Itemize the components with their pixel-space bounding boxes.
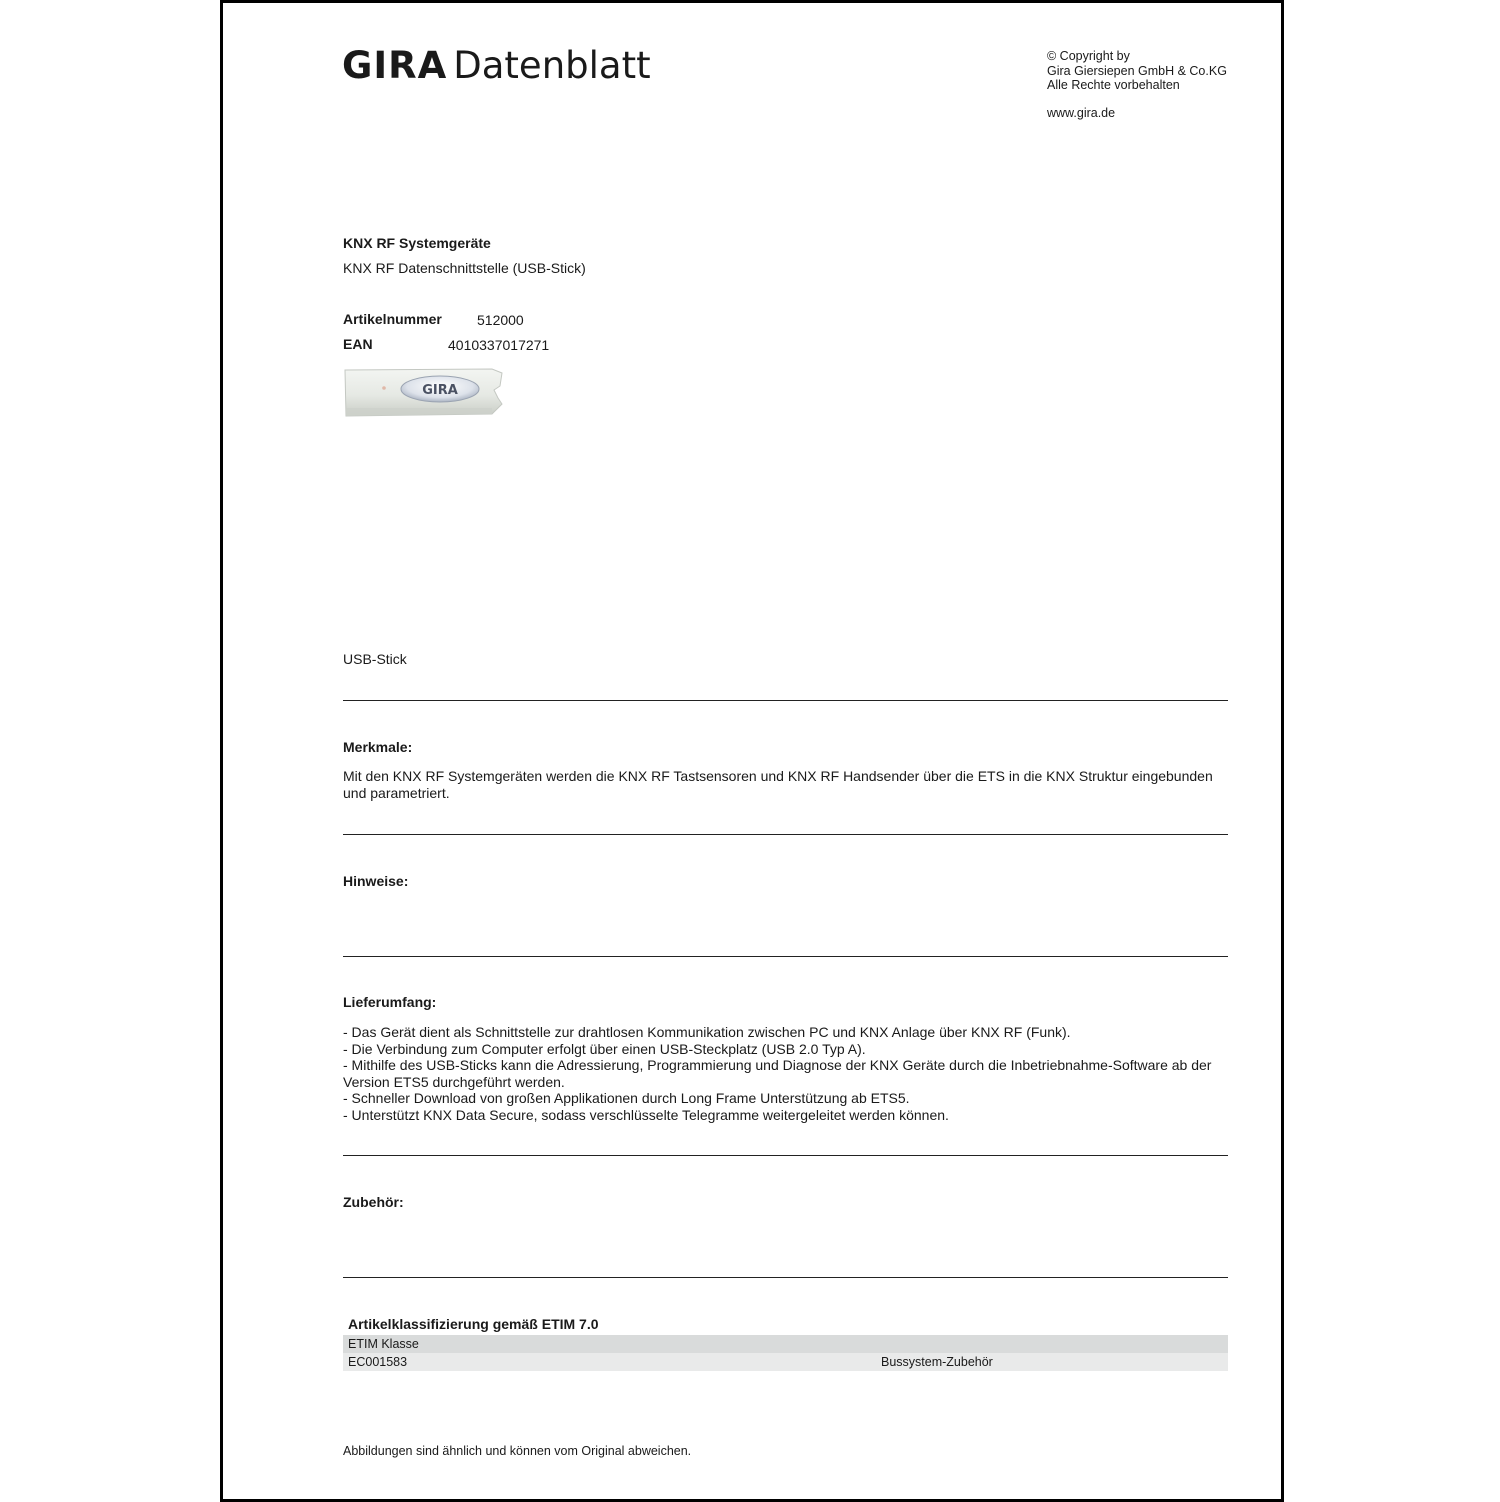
ean-label: EAN	[343, 336, 373, 352]
etim-class-name: Bussystem-Zubehör	[881, 1355, 993, 1369]
etim-header-row	[343, 1335, 1228, 1353]
usb-stick-image	[342, 364, 508, 420]
divider	[343, 700, 1228, 701]
divider	[343, 834, 1228, 835]
ean-value: 4010337017271	[448, 337, 550, 353]
list-item: - Unterstützt KNX Data Secure, sodass verschlüsselte Telegramme weitergeleitet werden können.	[343, 1106, 949, 1123]
product-category: KNX RF Systemgeräte	[343, 235, 491, 251]
disclaimer-note: Abbildungen sind ähnlich und können vom Original abweichen.	[343, 1444, 692, 1458]
list-item: - Das Gerät dient als Schnittstelle zur drahtlosen Kommunikation zwischen PC und KNX Anlage über KNX RF (Funk).	[343, 1024, 1071, 1040]
copyright-line: Alle Rechte vorbehalten	[1047, 78, 1180, 92]
gira-datenblatt-logo	[342, 44, 651, 90]
list-item: - Mithilfe des USB-Sticks kann die Adressierung, Programmierung und Diagnose der KNX Geräte durch die Inbetriebnahme-Software ab der	[343, 1057, 1212, 1073]
article-number-label: Artikelnummer	[343, 311, 442, 327]
usb-logo-text: GIRA	[422, 383, 458, 398]
lieferumfang-heading: Lieferumfang:	[343, 994, 437, 1010]
document-type: Datenblatt	[453, 44, 651, 87]
website-link[interactable]: www.gira.de	[1047, 106, 1116, 120]
hinweise-heading: Hinweise:	[343, 873, 409, 889]
divider	[343, 956, 1228, 957]
lieferumfang-list	[343, 1024, 1233, 1123]
divider	[343, 1155, 1228, 1156]
brand-name: GIRA	[342, 44, 448, 87]
article-number-value: 512000	[477, 312, 524, 328]
divider	[343, 1277, 1228, 1278]
product-name: KNX RF Datenschnittstelle (USB-Stick)	[343, 260, 586, 276]
etim-heading: Artikelklassifizierung gemäß ETIM 7.0	[348, 1316, 599, 1332]
etim-header-label: ETIM Klasse	[348, 1337, 419, 1351]
copyright-block	[1047, 49, 1227, 93]
copyright-line: Gira Giersiepen GmbH & Co.KG	[1047, 63, 1227, 78]
merkmale-text: Mit den KNX RF Systemgeräten werden die KNX RF Tastsensoren und KNX RF Handsender über die ETS in die KNX Struktur eingebunden und parametriert.	[343, 768, 1213, 801]
image-caption: USB-Stick	[343, 651, 407, 667]
table-row	[343, 1353, 1228, 1371]
list-item: - Die Verbindung zum Computer erfolgt über einen USB-Steckplatz (USB 2.0 Typ A).	[343, 1040, 866, 1057]
list-item: - Schneller Download von großen Applikationen durch Long Frame Unterstützung ab ETS5.	[343, 1090, 910, 1106]
etim-class-code: EC001583	[348, 1355, 408, 1369]
copyright-line: © Copyright by	[1047, 49, 1130, 63]
list-item: Version ETS5 durchgeführt werden.	[343, 1073, 565, 1090]
zubehoer-heading: Zubehör:	[343, 1194, 404, 1210]
merkmale-heading: Merkmale:	[343, 739, 413, 755]
